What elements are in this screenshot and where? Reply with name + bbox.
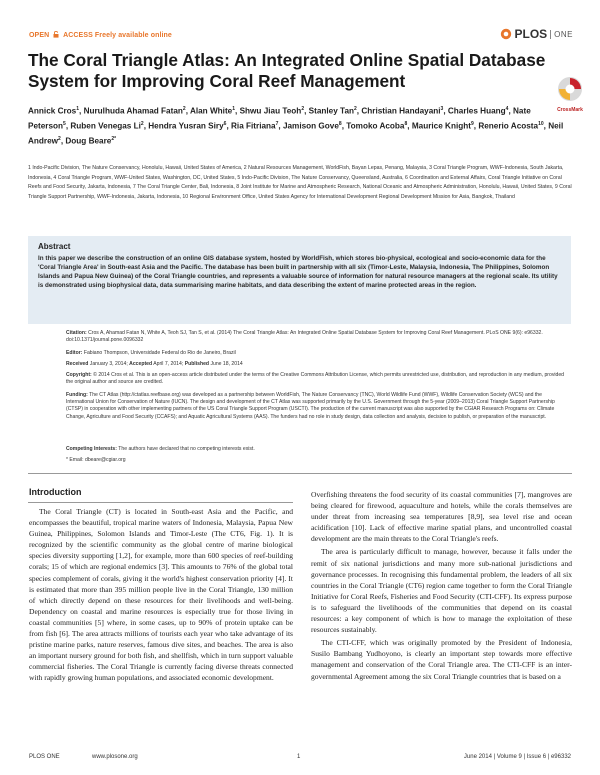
article-title: The Coral Triangle Atlas: An Integrated Online Spatial Database System for Improving Coral Reef Management: [28, 50, 546, 91]
plos-mark-icon: [500, 28, 512, 40]
paragraph: The CTI-CFF, which was originally promoted by the President of Indonesia, Susilo Bambang Yudhoyono, is clearly an important step towards more effective management and conservation of the Coral Triangle area. The CTI-CFF is an inter-governmental Agreement among the six Coral Triangle countries that is based on a: [311, 638, 572, 681]
author: Jamison Gove: [282, 121, 339, 131]
received-date: January 3, 2014;: [89, 361, 128, 367]
copyright-label: Copyright:: [66, 372, 92, 378]
author-affiliation-marker: 2: [140, 121, 144, 128]
email-label: * Email:: [66, 457, 84, 463]
abstract-text: In this paper we describe the construction of an online GIS database system, hosted by WorldFish, which stores bio-physical, ecological and socio-economic data for the 'Coral Triangle Area' in South-east Asia and the Pacific. The database has been built in partnership with all six (Timor-Leste, Malaysia, Indonesia, The Philippines, Solomon Islands and Papua New Guinea) of the Coral Triangle countries, and represents a valuable source of information for natural resource managers at the regional scale. Its utility is demonstrated using biophysical data, data summarising marine habitats, and data describing the extent of marine protected areas in the region.: [38, 255, 558, 290]
divider: [28, 473, 572, 474]
copyright-text: © 2014 Cros et al. This is an open-access article distributed under the terms of the Creative Commons Attribution License, which permits unrestricted use, distribution, and reproduction in any medium, provided the original author and source are credited.: [66, 372, 564, 386]
author: Renerio Acosta: [478, 121, 539, 131]
author-affiliation-marker: 7: [275, 121, 279, 128]
copyright: [66, 372, 566, 386]
open-label: OPEN: [29, 32, 50, 39]
funding-text: The CT Atlas (http://ctatlas.reefbase.org) was developed as a partnership between WorldFish, The Nature Conservancy (TNC), World Wildlife Fund (WWF), Wildlife Conservation Society (WCS) and the International Union for Conservation of Nature (IUCN). The design and development of the CT Atlas was supported primarily by the U.S. Government through the 5-year (2009–2013) Coral Triangle Support Partnership (CTSP) in cooperation with other implementing partners of the US Coral Triangle Support Program (USCTI). The production of the current manuscript was also supported by the CGIAR Research Programs on: Climate Change, Agriculture and Food Security (CCAFS); and Aquatic Agricultural Systems (AAS). The funders had no role in study design, data collection and analysis, decision to publish, or preparation of the manuscript.: [66, 392, 555, 420]
paragraph: The Coral Triangle (CT) is located in South-east Asia and the Pacific, and encompasses the beautiful, tropical marine waters of Indonesia, Malaysia, Papua New Guinea, Philippines, Solomon Islands and Timor-Leste (The CT6, Fig. 1). It is recognized by the scientific community as the global centre of marine biological species diversity supporting [1,2], for example, more than 600 species of reef-building corals; 15 of which are regional endemics [3]. This amounts to 76% of the global total species complement of corals, giving it the world's highest conservation priority [4]. It is estimated that more than 395 million people live in the Coral Triangle, 130 million of which directly depend on these resources for their livelihoods and well-being. Dependency on coastal and marine resources is especially true for those living in coastal communities [5] where, in some cases, up to 90% of protein uptake can be from fish [6]. The area attracts millions of tourists each year who take advantage of its pristine marine parks, nature reserves, famous dive sites, and beaches. The area is also an important nursery ground for both fish, and shellfish, which in turn support valuable commercial fisheries. The Coral Triangle is currently facing diverse threats connected with rapidly growing human populations, and associated economic development.: [29, 507, 293, 683]
author-affiliation-marker: 10: [538, 121, 544, 128]
accepted-label: Accepted: [129, 361, 153, 367]
competing-interests: [66, 446, 566, 453]
published-date: June 18, 2014: [210, 361, 243, 367]
author: Charles Huang: [447, 106, 506, 116]
citation: [66, 330, 566, 344]
logo-one: ONE: [550, 30, 573, 39]
author-affiliation-marker: 4: [505, 106, 509, 112]
author: Annick Cros: [28, 106, 77, 116]
author: Christian Handayani: [361, 106, 441, 116]
intro-rule: [28, 502, 293, 503]
author-list: Annick Cros$^1$, Nurulhuda Ahamad Fatan$^2$, Alan White$^1$, Shwu Jiau Teoh$^2$, Stanley Tan$^2$, Christian Handayani$^3$, Charles Huang$^4$, Nate Peterson$^5$, Ruben Venegas Li$^2$, Hendra Yusran Siry$^6$, Ria Fitriana$^7$, Jamison Gove$^8$, Tomoko Acoba$^8$, Maurice Knight$^9$, Renerio Acosta$^{10}$, Neil Andrew$^2$, Doug Beare$^{2*}$: [28, 106, 564, 147]
author: Hendra Yusran Siry: [148, 121, 224, 131]
open-lock-icon: [53, 31, 59, 38]
funding: [66, 392, 566, 421]
author-affiliation-marker: 2*: [111, 136, 117, 143]
freely-available-label: Freely available online: [94, 32, 172, 39]
editor: [66, 350, 566, 357]
citation-label: Citation:: [66, 330, 87, 336]
footer-url[interactable]: www.plosone.org: [92, 754, 138, 760]
author: Maurice Knight: [411, 121, 471, 131]
author-affiliation-marker: 9: [470, 121, 474, 128]
author-affiliation-marker: 8: [404, 121, 408, 128]
footer-journal: PLOS ONE: [29, 754, 60, 760]
author: Stanley Tan: [308, 106, 355, 116]
author-affiliation-marker: 1: [76, 106, 80, 112]
author-affiliation-marker: 6: [223, 121, 227, 128]
published-label: Published: [184, 361, 210, 367]
author-affiliation-marker: 2: [354, 106, 357, 112]
crossmark-icon: [557, 76, 583, 102]
author: Tomoko Acoba: [346, 121, 405, 131]
logo-plos: PLOS: [514, 27, 548, 41]
author-affiliation-marker: 5: [63, 121, 66, 128]
author-affiliation-marker: 2: [58, 136, 61, 143]
author: Neil Andrew: [28, 121, 564, 147]
author-affiliation-marker: 2: [301, 106, 305, 112]
crossmark-label: CrossMark: [557, 107, 583, 113]
email: [66, 457, 566, 464]
paragraph: The area is particularly difficult to manage, however, because it falls under the remit of six national jurisdictions and many more sub-national jurisdictions and governance processes. In recognising this fundamental problem, the leaders of all six countries in the Coral Triangle (CT6) region came together to form the Coral Triangle Initiative for Coral Reefs, Fisheries and Food Security (CTI-CFF). Its express purpose is to safeguard the livelihoods of the communities that depend on its coastal resources: a key component of which is how to manage the exploitation of these resources sustainably.: [311, 547, 572, 635]
funding-label: Funding:: [66, 392, 88, 398]
author: Ruben Venegas Li: [70, 121, 141, 131]
intro-right-column: [311, 489, 572, 682]
competing-text: The authors have declared that no competing interests exist.: [118, 446, 255, 452]
author: Ria Fitriana: [231, 121, 276, 131]
competing-label: Competing Interests:: [66, 446, 117, 452]
paragraph: Overfishing threatens the food security of its coastal communities [7], mangroves are being cleared for firewood, aquaculture and hotels, while the corals themselves are under threat from increasing sea temperatures [8,9], sea level rise and ocean acidification [10]. Lack of effective marine spatial plans, and uncontrolled coastal development are the main threats to the Coral Triangle's reefs.: [311, 490, 572, 544]
received-label: Received: [66, 361, 89, 367]
open-access-banner: [29, 31, 172, 39]
footer-page-number: 1: [297, 754, 301, 760]
author-affiliation-marker: 8: [338, 121, 342, 128]
footer-issue: June 2014 | Volume 9 | Issue 6 | e96332: [463, 754, 571, 760]
email-address[interactable]: dbeare@cgiar.org: [84, 457, 126, 463]
abstract-heading: Abstract: [38, 242, 71, 251]
editor-text: Fabiano Thompson, Universidade Federal do Rio de Janeiro, Brazil: [83, 350, 236, 356]
editor-label: Editor:: [66, 350, 83, 356]
author: Nate Peterson: [28, 106, 531, 131]
author: Alan White: [189, 106, 233, 116]
author: Doug Beare: [65, 137, 112, 147]
intro-left-column: [29, 506, 293, 684]
author: Shwu Jiau Teoh: [239, 106, 302, 116]
author-affiliation-marker: 1: [232, 106, 236, 112]
author-affiliation-marker: 3: [440, 106, 444, 112]
introduction-heading: Introduction: [29, 487, 82, 497]
accepted-date: April 7, 2014;: [153, 361, 184, 367]
author: Nurulhuda Ahamad Fatan: [83, 106, 183, 116]
access-label: ACCESS: [63, 32, 93, 39]
author-affiliation-marker: 2: [182, 106, 186, 112]
dates: [66, 361, 566, 368]
affiliations: 1 Indo-Pacific Division, The Nature Conservancy, Honolulu, Hawaii, United States of America, 2 Natural Resources Management, WorldFish, Bayan Lepas, Penang, Malaysia, 3 Coral Triangle Program, WWF-Indonesia, South Jakarta, Indonesia, 4 Coral Triangle Program, WWF-United States, Washington, DC, United States, 5 Indo-Pacific Division, The Nature Conservancy, Queensland, Australia, 6 Coordination and External Affairs, Coral Triangle Initiative on Coral Reefs and Food Security, Jakarta, Indonesia, 7 The Coral Triangle Center, Bali, Indonesia, 8 Joint Institute for Marine and Atmospheric Research, National Oceanic and Atmospheric Administration, Honolulu, Hawaii, United States, 9 Coral Triangle Support Partnership, WWF-Indonesia, Jakarta, Indonesia, 10 Regional Environment Office, United States Agency for International Development Regional Development Mission for Asia, Bangkok, Thailand: [28, 165, 572, 200]
citation-text: Cros A, Ahamad Fatan N, White A, Teoh SJ, Tan S, et al. (2014) The Coral Triangle Atlas: An Integrated Online Spatial Database System for Improving Coral Reef Management. PLoS ONE 9(6): e96332. doi:10.1371/journal.pone.0096332: [66, 330, 543, 344]
plos-one-logo[interactable]: [500, 27, 573, 41]
